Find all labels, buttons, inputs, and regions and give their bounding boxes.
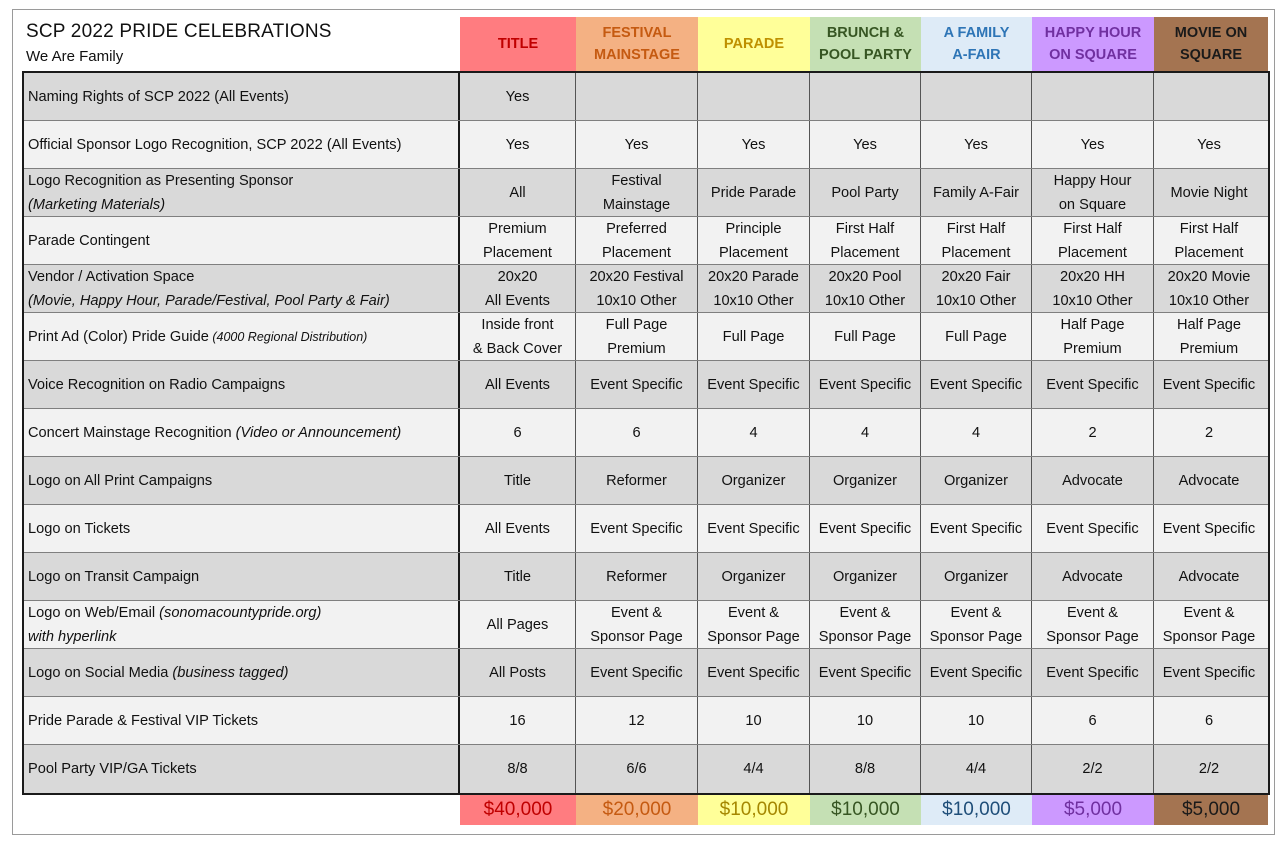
table-cell: 2/2: [1198, 761, 1220, 777]
tier-price-1: $40,000: [460, 795, 576, 825]
table-cell: First Half Placement: [1174, 220, 1244, 261]
table-cell: Organizer: [810, 457, 921, 504]
table-cell: Yes: [460, 73, 576, 120]
tier-header-4: BRUNCH & POOL PARTY: [810, 17, 921, 71]
table-row: [24, 697, 1268, 745]
row-label: Official Sponsor Logo Recognition, SCP 2022 (All Events): [24, 121, 460, 168]
table-cell: Event Specific: [576, 505, 698, 552]
table-cell: 20x20 Movie 10x10 Other: [1167, 268, 1251, 309]
row-label: Logo on Social Media (business tagged): [24, 649, 460, 696]
tier-header-7: MOVIE ON SQUARE: [1154, 17, 1268, 71]
table-cell: First Half Placement: [921, 217, 1032, 264]
tier-price-7: $5,000: [1154, 795, 1268, 825]
table-cell: [921, 73, 1032, 120]
table-cell: 4/4: [698, 745, 810, 793]
table-cell: 8/8: [460, 745, 576, 793]
tier-price-5: $10,000: [921, 795, 1032, 825]
table-row: [24, 505, 1268, 553]
row-label: Pool Party VIP/GA Tickets: [24, 745, 460, 793]
table-cell: [1154, 73, 1264, 120]
tier-header-2: FESTIVAL MAINSTAGE: [576, 17, 698, 71]
price-row: [460, 795, 1268, 825]
table-cell: [810, 73, 921, 120]
table-cell: 6: [576, 409, 698, 456]
document-title-block: [26, 20, 446, 68]
row-label: Vendor / Activation Space (Movie, Happy Hour, Parade/Festival, Pool Party & Fair): [24, 265, 460, 312]
table-cell: 20x20 Pool 10x10 Other: [810, 265, 921, 312]
table-cell: Event Specific: [1032, 505, 1154, 552]
table-cell: Pool Party: [810, 169, 921, 216]
table-cell: Event & Sponsor Page: [1162, 604, 1256, 645]
row-label: Logo on All Print Campaigns: [24, 457, 460, 504]
tier-header-3: PARADE: [698, 17, 810, 71]
table-cell: [1032, 73, 1154, 120]
table-cell: Half Page Premium: [1176, 316, 1242, 357]
table-row: [24, 457, 1268, 505]
table-cell: First Half Placement: [810, 217, 921, 264]
table-cell: 4: [921, 409, 1032, 456]
table-cell: 20x20 All Events: [460, 265, 576, 312]
table-row: [24, 409, 1268, 457]
table-cell: Reformer: [576, 457, 698, 504]
row-label: Parade Contingent: [24, 217, 460, 264]
table-cell: Event & Sponsor Page: [698, 601, 810, 648]
table-cell: Advocate: [1178, 568, 1240, 585]
table-cell: [576, 73, 698, 120]
table-cell: 4: [810, 409, 921, 456]
table-row: [24, 361, 1268, 409]
table-cell: Title: [460, 553, 576, 600]
table-cell: 20x20 Festival 10x10 Other: [576, 265, 698, 312]
table-cell: Full Page Premium: [576, 313, 698, 360]
table-row: [24, 649, 1268, 697]
table-row: [24, 169, 1268, 217]
table-cell: All Events: [460, 361, 576, 408]
table-cell: 16: [460, 697, 576, 744]
table-cell: Event Specific: [1032, 361, 1154, 408]
table-cell: 10: [698, 697, 810, 744]
table-cell: Pride Parade: [698, 169, 810, 216]
table-cell: Yes: [1032, 121, 1154, 168]
table-cell: Full Page: [698, 313, 810, 360]
row-label: Concert Mainstage Recognition (Video or Announcement): [24, 409, 460, 456]
table-cell: 4/4: [921, 745, 1032, 793]
table-cell: All Events: [460, 505, 576, 552]
table-cell: Event & Sponsor Page: [921, 601, 1032, 648]
table-cell: First Half Placement: [1032, 217, 1154, 264]
document-subtitle: We Are Family: [26, 48, 124, 65]
table-cell: Event Specific: [921, 505, 1032, 552]
table-cell: Event Specific: [1162, 376, 1256, 393]
table-cell: Event Specific: [921, 649, 1032, 696]
tier-price-2: $20,000: [576, 795, 698, 825]
table-cell: Event Specific: [921, 361, 1032, 408]
table-cell: Event & Sponsor Page: [1032, 601, 1154, 648]
table-cell: Movie Night: [1170, 184, 1248, 201]
table-row: [24, 121, 1268, 169]
table-cell: 20x20 Fair 10x10 Other: [921, 265, 1032, 312]
table-cell: Reformer: [576, 553, 698, 600]
table-cell: Event Specific: [576, 649, 698, 696]
table-cell: Event Specific: [576, 361, 698, 408]
table-cell: Family A-Fair: [921, 169, 1032, 216]
benefits-table: [22, 71, 1270, 795]
table-cell: 20x20 Parade 10x10 Other: [698, 265, 810, 312]
table-cell: 6: [1032, 697, 1154, 744]
table-cell: 2/2: [1032, 745, 1154, 793]
table-cell: [698, 73, 810, 120]
table-cell: Organizer: [810, 553, 921, 600]
table-cell: Yes: [460, 121, 576, 168]
table-cell: 6: [1204, 712, 1214, 729]
table-cell: Festival Mainstage: [576, 169, 698, 216]
table-row: [24, 73, 1268, 121]
table-cell: Event & Sponsor Page: [576, 601, 698, 648]
table-cell: Full Page: [810, 313, 921, 360]
table-cell: Event Specific: [1032, 649, 1154, 696]
table-cell: Event Specific: [810, 361, 921, 408]
tier-header-6: HAPPY HOUR ON SQUARE: [1032, 17, 1154, 71]
table-cell: Title: [460, 457, 576, 504]
table-cell: 12: [576, 697, 698, 744]
table-cell: Event Specific: [698, 505, 810, 552]
table-cell: Event Specific: [1162, 520, 1256, 537]
table-cell: Advocate: [1178, 472, 1240, 489]
table-row: [24, 217, 1268, 265]
table-cell: Yes: [698, 121, 810, 168]
tier-price-4: $10,000: [810, 795, 921, 825]
document-title: SCP 2022 PRIDE CELEBRATIONS: [26, 21, 332, 42]
table-cell: Full Page: [921, 313, 1032, 360]
row-label: Voice Recognition on Radio Campaigns: [24, 361, 460, 408]
table-cell: Yes: [810, 121, 921, 168]
table-cell: 2: [1032, 409, 1154, 456]
table-cell: Event Specific: [810, 505, 921, 552]
table-cell: Organizer: [921, 553, 1032, 600]
table-cell: 20x20 HH 10x10 Other: [1032, 265, 1154, 312]
table-cell: Event Specific: [698, 361, 810, 408]
row-label: Logo Recognition as Presenting Sponsor (Marketing Materials): [24, 169, 460, 216]
row-label: Naming Rights of SCP 2022 (All Events): [24, 73, 460, 120]
table-cell: 6/6: [576, 745, 698, 793]
table-cell: All Pages: [460, 601, 576, 648]
table-cell: Advocate: [1032, 553, 1154, 600]
table-cell: Yes: [576, 121, 698, 168]
table-cell: Inside front & Back Cover: [460, 313, 576, 360]
table-cell: Yes: [1197, 136, 1221, 153]
table-cell: Half Page Premium: [1032, 313, 1154, 360]
table-cell: 8/8: [810, 745, 921, 793]
table-cell: Event Specific: [1162, 664, 1256, 681]
table-row: [24, 553, 1268, 601]
table-cell: Principle Placement: [698, 217, 810, 264]
row-label: Pride Parade & Festival VIP Tickets: [24, 697, 460, 744]
tier-price-3: $10,000: [698, 795, 810, 825]
row-label: Logo on Web/Email (sonomacountypride.org) with hyperlink: [24, 601, 460, 648]
table-cell: Happy Hour on Square: [1032, 169, 1154, 216]
table-cell: Preferred Placement: [576, 217, 698, 264]
row-label: Logo on Transit Campaign: [24, 553, 460, 600]
table-row: [24, 265, 1268, 313]
tier-header-row: [460, 17, 1268, 71]
table-cell: All Posts: [460, 649, 576, 696]
table-row: [24, 313, 1268, 361]
table-cell: Organizer: [698, 553, 810, 600]
table-cell: All: [460, 169, 576, 216]
table-cell: 2: [1204, 424, 1214, 441]
table-cell: 6: [460, 409, 576, 456]
table-cell: Advocate: [1032, 457, 1154, 504]
table-row: [24, 745, 1268, 793]
table-cell: Event Specific: [698, 649, 810, 696]
table-cell: Premium Placement: [460, 217, 576, 264]
table-cell: 10: [921, 697, 1032, 744]
row-label: Logo on Tickets: [24, 505, 460, 552]
table-cell: 4: [698, 409, 810, 456]
table-cell: Yes: [921, 121, 1032, 168]
table-cell: 10: [810, 697, 921, 744]
tier-header-5: A FAMILY A-FAIR: [921, 17, 1032, 71]
table-cell: Organizer: [698, 457, 810, 504]
table-cell: Event & Sponsor Page: [810, 601, 921, 648]
row-label: Print Ad (Color) Pride Guide (4000 Regional Distribution): [24, 313, 460, 360]
table-cell: Event Specific: [810, 649, 921, 696]
table-cell: Organizer: [921, 457, 1032, 504]
tier-header-1: TITLE: [460, 17, 576, 71]
table-row: [24, 601, 1268, 649]
tier-price-6: $5,000: [1032, 795, 1154, 825]
